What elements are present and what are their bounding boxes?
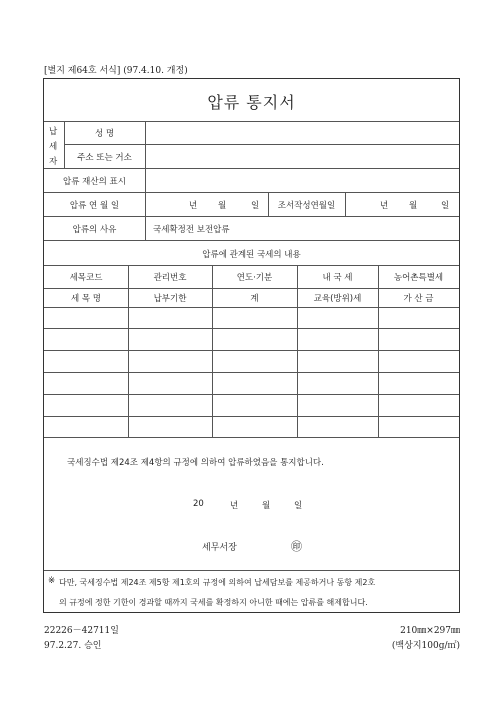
notice-text: 국세징수법 제24조 제4항의 규정에 의하여 압류하였음을 통지합니다. (67, 458, 324, 468)
divider (44, 394, 459, 395)
divider (44, 350, 459, 351)
seizure-day-unit: 일 (251, 201, 260, 211)
divider (44, 240, 459, 241)
column-header: 세 목 명 (70, 294, 102, 304)
divider (44, 168, 459, 169)
paper-size: 210㎜×297㎜ (400, 626, 460, 636)
seizure-month-unit: 월 (218, 201, 227, 211)
divider (44, 288, 459, 289)
issue-day-unit: 일 (294, 501, 303, 511)
seized-property-label: 압류 재산의 표시 (63, 177, 126, 187)
form-title: 압류 통지서 (207, 93, 296, 112)
column-header: 관리번호 (153, 273, 187, 283)
column-header: 연도·기분 (236, 273, 273, 283)
issue-month-unit: 월 (262, 501, 271, 511)
column-header: 세목코드 (69, 273, 103, 283)
address-label: 주소 또는 거소 (77, 153, 132, 163)
officer-label: 세무서장 (202, 543, 237, 553)
taxpayer-side-label: 납 (49, 127, 58, 137)
seizure-year-unit: 년 (189, 201, 198, 211)
divider (44, 121, 459, 122)
column-header: 내 국 세 (322, 273, 353, 283)
divider (44, 570, 459, 571)
seizure-date-label: 압류 연 월 일 (69, 201, 120, 211)
divider (212, 265, 213, 437)
column-header: 교육(방위)세 (313, 294, 362, 304)
divider (64, 144, 459, 145)
divider (345, 192, 346, 216)
reason-label: 압류의 사유 (72, 225, 117, 235)
tax-section-title: 압류에 관계된 국세의 내용 (202, 250, 301, 260)
name-label: 성 명 (94, 129, 115, 139)
column-header: 가 산 금 (403, 294, 434, 304)
divider (145, 192, 146, 240)
divider (378, 265, 379, 437)
issue-year-unit: 년 (230, 501, 239, 511)
reason-value: 국세확정전 보전압류 (153, 225, 230, 235)
taxpayer-side-label: 세 (49, 142, 58, 152)
column-header: 납부기한 (153, 294, 187, 304)
note-mark: ※ (48, 576, 56, 586)
column-header: 농어촌특별세 (393, 273, 444, 283)
divider (44, 328, 459, 329)
issue-year-prefix: 20 (193, 499, 204, 509)
divider (44, 416, 459, 417)
approval-date: 97.2.27. 승인 (44, 641, 102, 651)
survey-day-unit: 일 (441, 201, 450, 211)
divider (44, 265, 459, 266)
divider (44, 437, 459, 438)
divider (44, 372, 459, 373)
note-line-2: 의 규정에 정한 기한이 경과할 때까지 국세를 확정하지 아니한 때에는 압류를 해제합니다. (59, 598, 368, 607)
survey-year-unit: 년 (380, 201, 389, 211)
divider (44, 216, 459, 217)
divider (44, 192, 459, 193)
divider (145, 121, 146, 192)
form-code: 22226－42711일 (44, 626, 119, 636)
form-number-header: [별지 제64호 서식] (97.4.10. 개정) (44, 66, 188, 76)
survey-month-unit: 월 (409, 201, 418, 211)
divider (297, 265, 298, 437)
survey-date-label: 조서작성연월일 (277, 201, 336, 211)
divider (128, 265, 129, 437)
taxpayer-side-label: 자 (49, 157, 58, 167)
note-line-1: 다만, 국세징수법 제24조 제5항 제1호의 규정에 의하여 납세담보를 제공하거나 동항 제2호 (59, 578, 376, 587)
seal-mark: ㊞ (291, 540, 302, 553)
column-header: 계 (250, 294, 259, 304)
paper-spec: (백상지100g/㎡) (391, 641, 460, 651)
divider (44, 307, 459, 308)
